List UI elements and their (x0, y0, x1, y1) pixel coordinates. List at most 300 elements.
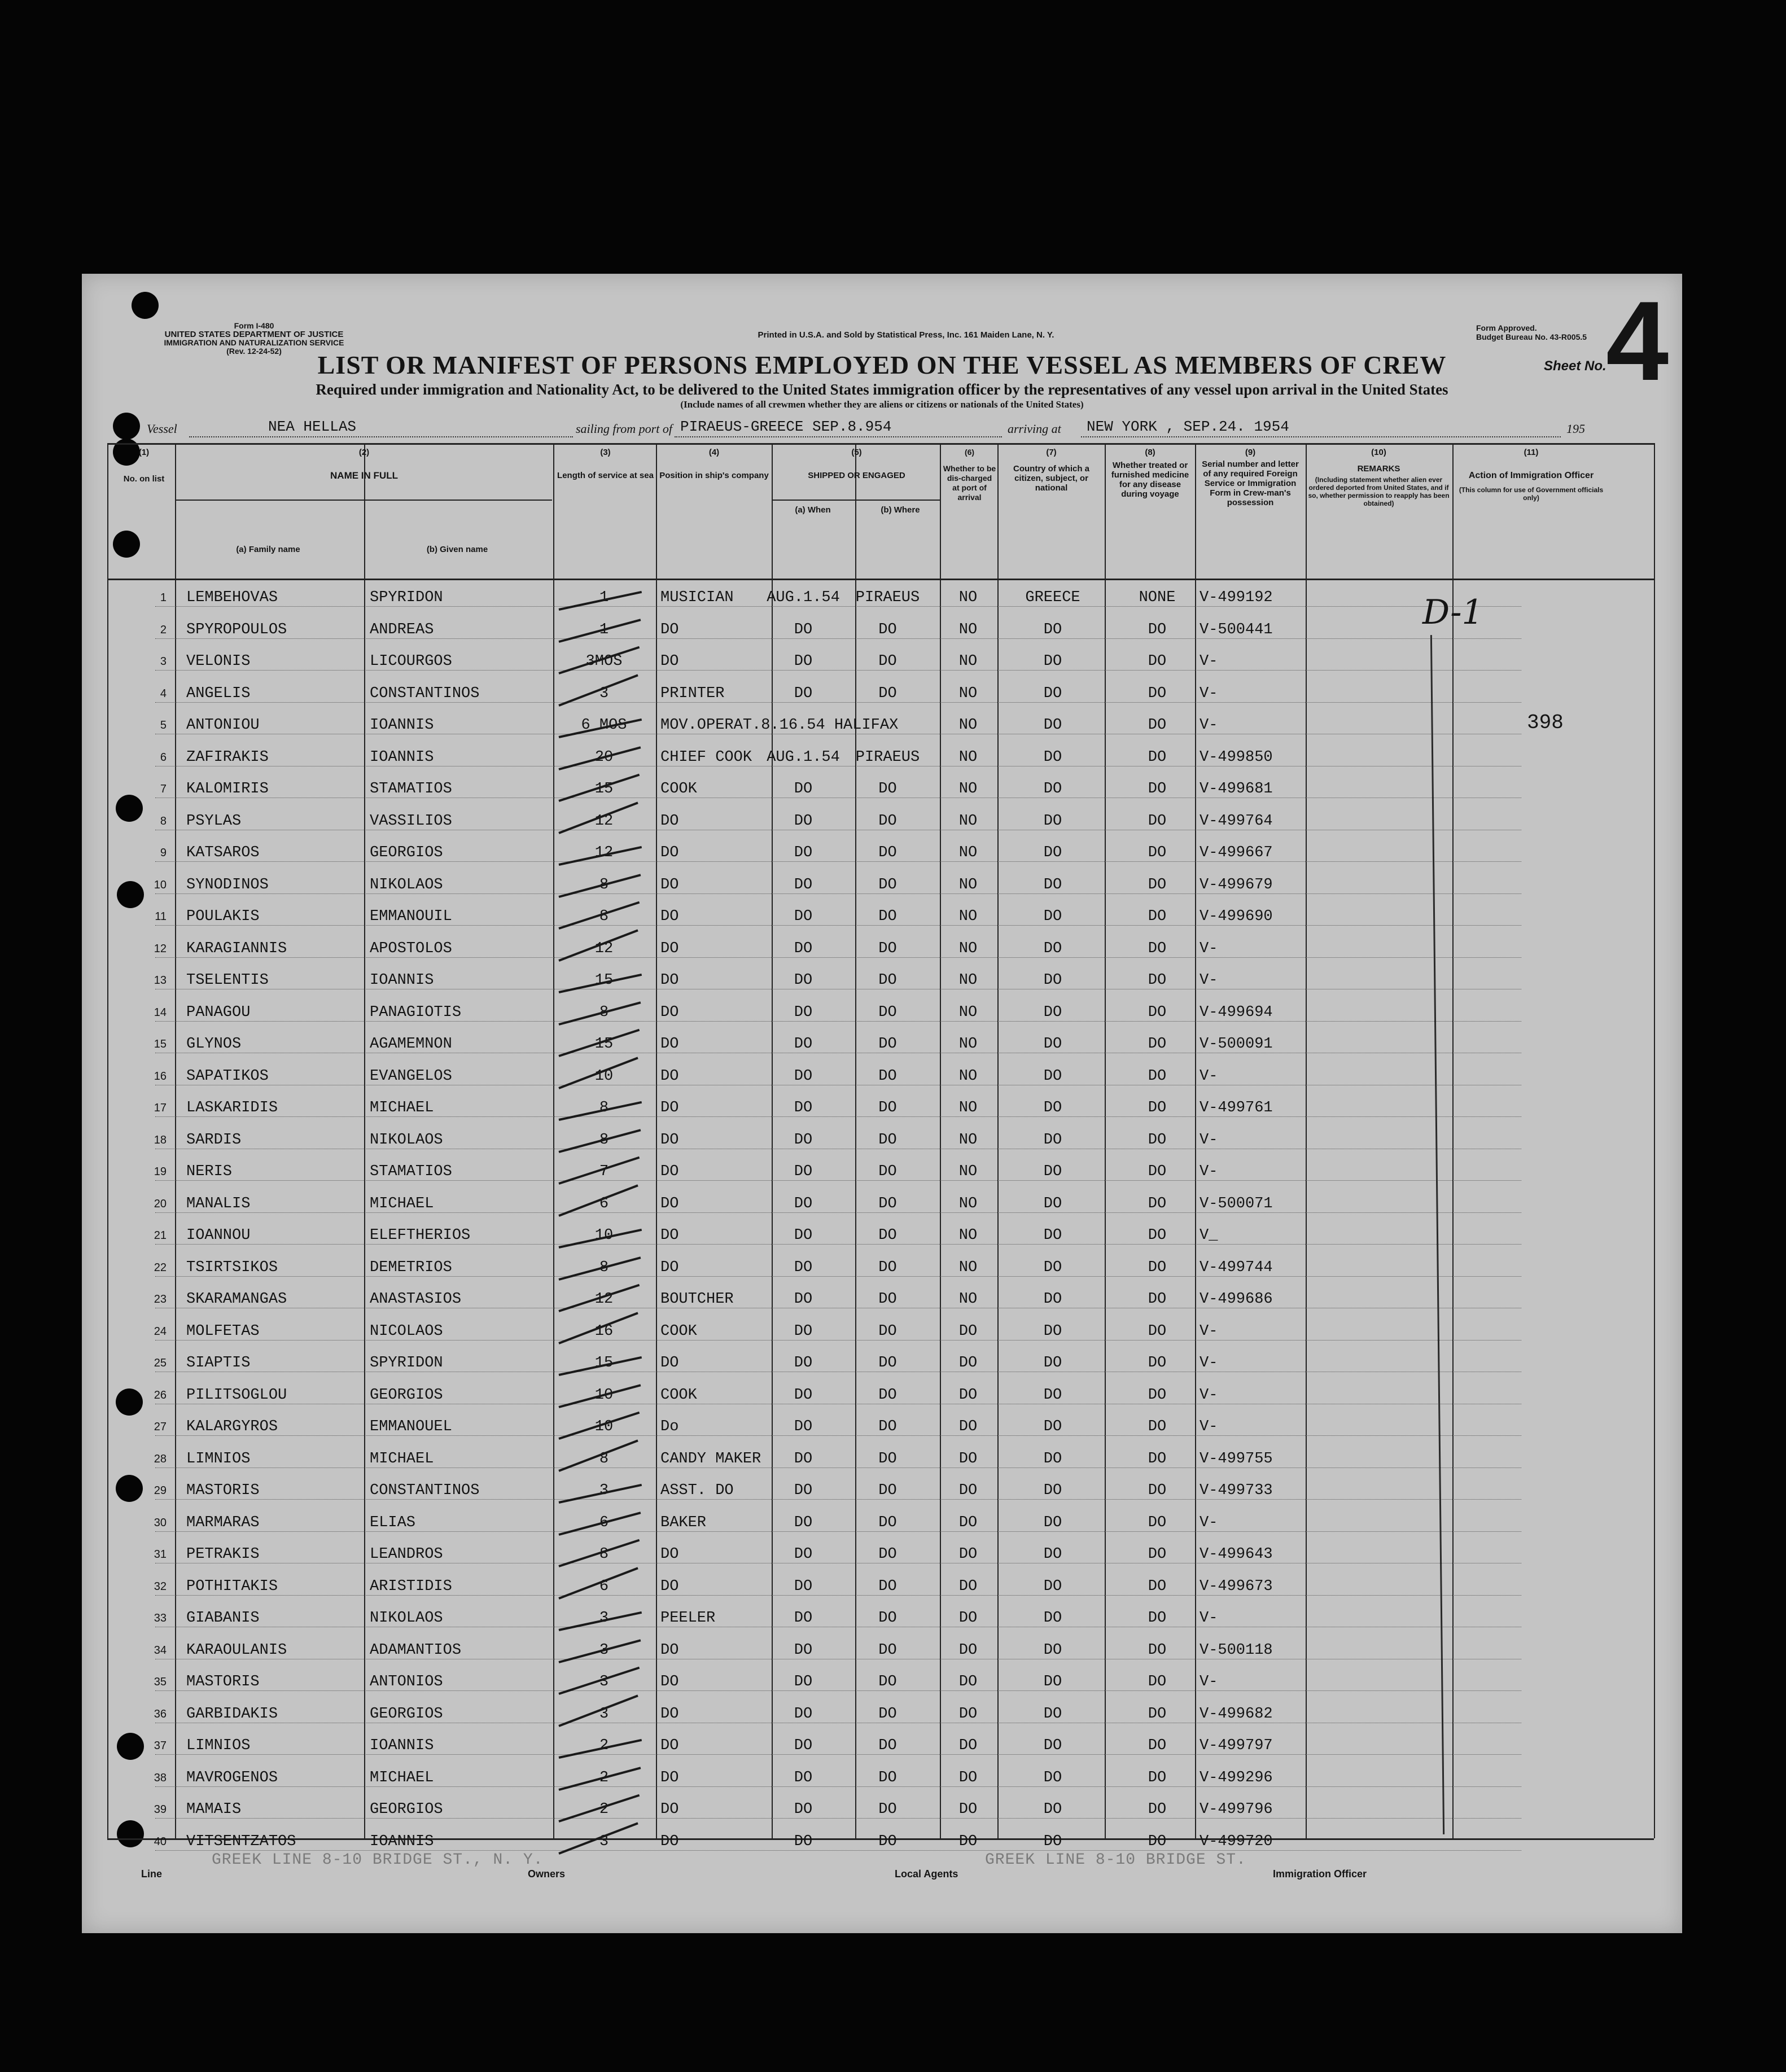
row-number: 16 (154, 1070, 167, 1083)
ship-position: DO (660, 1227, 679, 1244)
shipped-when: DO (794, 781, 813, 798)
shipped-when: DO (794, 1195, 813, 1212)
shipped-where: DO (878, 876, 897, 893)
given-name: GEORGIOS (370, 844, 443, 861)
given-name: STAMATIOS (370, 781, 452, 798)
citizenship: DO (1043, 1801, 1062, 1818)
shipped-where: DO (878, 1674, 897, 1690)
family-name: SAPATIKOS (186, 1067, 269, 1085)
punch-hole (132, 292, 159, 319)
medical-treatment: DO (1148, 812, 1167, 830)
row-number: 11 (155, 910, 167, 923)
row-number: 3 (160, 655, 167, 668)
given-name: APOSTOLOS (370, 940, 452, 957)
shipped-when: DO (794, 1418, 813, 1435)
citizenship: DO (1043, 1705, 1062, 1723)
shipped-where: DO (878, 1067, 897, 1085)
col-6-header (943, 448, 996, 502)
col-4-header (658, 448, 771, 480)
citizenship: DO (1043, 1610, 1062, 1627)
ship-position: DO (660, 908, 679, 925)
ship-position: ASST. DO (660, 1482, 734, 1499)
shipped-when: DO (794, 1227, 813, 1244)
row-rule (155, 1754, 1521, 1755)
handwritten-remark: D-1 (1422, 593, 1483, 632)
shipped-where: DO (878, 1418, 897, 1435)
table-row (82, 1283, 1682, 1312)
family-name: TSIRTSIKOS (186, 1259, 278, 1276)
table-row (82, 1538, 1682, 1567)
serial-number: V- (1200, 1386, 1218, 1404)
shipped-when: AUG.1.54 (767, 589, 840, 606)
medical-treatment: DO (1148, 1482, 1167, 1499)
discharged-flag: DO (958, 1355, 978, 1372)
length-of-service: 10 (594, 1418, 614, 1435)
length-of-service: 15 (594, 781, 614, 798)
length-of-service: 2 (599, 1769, 609, 1786)
discharged-flag: DO (958, 1418, 978, 1435)
serial-number: V-500441 (1200, 621, 1273, 638)
shipped-where: DO (878, 1259, 897, 1276)
punch-hole (113, 531, 140, 558)
discharged-flag: NO (958, 685, 978, 702)
citizenship: DO (1043, 717, 1062, 734)
ship-position: DO (660, 1641, 679, 1659)
length-of-service: 8 (599, 1546, 609, 1563)
form-approval (1476, 323, 1623, 341)
row-rule (155, 957, 1521, 958)
shipped-when: DO (794, 972, 813, 989)
table-row (82, 1570, 1682, 1600)
col-8-number: (8) (1145, 448, 1155, 457)
given-name: STAMATIOS (370, 1163, 452, 1180)
shipped-where: DO (878, 972, 897, 989)
col-7-label: Country of which a citizen, subject, or national (1013, 464, 1089, 493)
medical-treatment: DO (1148, 1259, 1167, 1276)
shipped-where: DO (878, 1195, 897, 1212)
arriving-label: arriving at (1008, 422, 1061, 436)
family-name: LASKARIDIS (186, 1099, 278, 1116)
family-name: GARBIDAKIS (186, 1705, 278, 1723)
row-rule (155, 1435, 1521, 1436)
family-name: MARMARAS (186, 1514, 260, 1531)
table-row (82, 1379, 1682, 1408)
shipped-when: DO (794, 1801, 813, 1818)
row-number: 32 (154, 1580, 167, 1593)
length-of-service: 8 (599, 1099, 609, 1116)
family-name: LIMNIOS (186, 1737, 251, 1754)
row-number: 34 (154, 1644, 167, 1657)
length-of-service: 3 (599, 1482, 609, 1499)
citizenship: DO (1043, 1641, 1062, 1659)
length-of-service: 16 (594, 1322, 614, 1340)
citizenship: DO (1043, 812, 1062, 830)
serial-number: V- (1200, 940, 1218, 957)
given-name: ADAMANTIOS (370, 1641, 462, 1659)
serial-number: V- (1200, 972, 1218, 989)
discharged-flag: NO (958, 940, 978, 957)
length-of-service: 10 (594, 1067, 614, 1085)
length-of-service: 20 (594, 748, 614, 766)
col-10-number: (10) (1371, 448, 1386, 457)
row-number: 12 (154, 942, 167, 955)
ship-position: DO (660, 1195, 679, 1212)
table-row (82, 1155, 1682, 1185)
shipped-when: DO (794, 1514, 813, 1531)
approved-text: Form Approved. (1476, 323, 1537, 332)
col-9-header (1197, 448, 1304, 507)
given-name: SPYRIDON (370, 1355, 443, 1372)
family-name: MAVROGENOS (186, 1769, 278, 1786)
length-of-service: 12 (594, 940, 614, 957)
given-name: MICHAEL (370, 1195, 434, 1212)
family-name: KALARGYROS (186, 1418, 278, 1435)
medical-treatment: DO (1148, 940, 1167, 957)
shipped-when: DO (794, 653, 813, 670)
family-name: SKARAMANGAS (186, 1291, 287, 1308)
row-number: 30 (154, 1516, 167, 1529)
family-name: VITSENTZATOS (186, 1833, 296, 1850)
family-name: GLYNOS (186, 1036, 242, 1053)
given-name: ANTONIOS (370, 1674, 443, 1690)
row-rule (155, 1276, 1521, 1277)
shipped-when: DO (794, 1578, 813, 1595)
form-number: Form I-480 (234, 321, 274, 330)
shipped-when: DO (794, 940, 813, 957)
ship-position: DO (660, 876, 679, 893)
table-row (82, 1028, 1682, 1057)
sheet-number: 4 (1606, 278, 1669, 404)
ship-position: DO (660, 1737, 679, 1754)
medical-treatment: DO (1148, 1674, 1167, 1690)
shipped-when: DO (794, 1386, 813, 1404)
discharged-flag: NO (958, 876, 978, 893)
given-name: IOANNIS (370, 717, 434, 734)
shipped-where: DO (878, 685, 897, 702)
length-of-service: 6 (599, 1578, 609, 1595)
shipped-where: DO (878, 1482, 897, 1499)
serial-number: V- (1200, 1131, 1218, 1149)
table-top-rule (107, 443, 1654, 445)
line-stamp: GREEK LINE 8-10 BRIDGE ST., N. Y. (212, 1851, 544, 1869)
ship-position: DO (660, 1163, 679, 1180)
row-rule (155, 1786, 1521, 1787)
col-9-number: (9) (1245, 448, 1256, 457)
ship-position: PRINTER (660, 685, 725, 702)
shipped-when: DO (794, 1099, 813, 1116)
col-2-number: (2) (358, 448, 370, 457)
serial-number: V-499192 (1200, 589, 1273, 606)
table-row (82, 869, 1682, 898)
row-number: 23 (154, 1293, 167, 1306)
col-5b-header: (b) Where (881, 505, 920, 515)
citizenship: DO (1043, 748, 1062, 766)
shipped-when: DO (794, 1769, 813, 1786)
shipped-when: DO (794, 1674, 813, 1690)
page-title: LIST OR MANIFEST OF PERSONS EMPLOYED ON THE VESSEL AS MEMBERS OF CREW (317, 351, 1447, 379)
medical-treatment: DO (1148, 621, 1167, 638)
family-name: LEMBEHOVAS (186, 589, 278, 606)
ship-position: DO (660, 1801, 679, 1818)
ship-position: DO (660, 1578, 679, 1595)
medical-treatment: DO (1148, 1833, 1167, 1850)
arriving-port: NEW YORK , SEP.24. 1954 (1087, 418, 1289, 435)
given-name: IOANNIS (370, 748, 434, 766)
table-row (82, 932, 1682, 962)
given-name: NIKOLAOS (370, 876, 443, 893)
serial-number: V-499764 (1200, 812, 1273, 830)
length-of-service: 3 (599, 685, 609, 702)
ship-position: MOV.OPERAT.8.16.54 HALIFAX (660, 717, 899, 734)
shipped-where: DO (878, 1036, 897, 1053)
shipped-where: DO (878, 653, 897, 670)
table-row (82, 1251, 1682, 1281)
medical-treatment: DO (1148, 717, 1167, 734)
vessel-name: NEA HELLAS (268, 418, 357, 435)
ship-position: DO (660, 1705, 679, 1723)
citizenship: DO (1043, 1355, 1062, 1372)
given-name: MICHAEL (370, 1450, 434, 1468)
family-name: ANGELIS (186, 685, 251, 702)
ship-position: DO (660, 940, 679, 957)
discharged-flag: DO (958, 1578, 978, 1595)
discharged-flag: DO (958, 1801, 978, 1818)
citizenship: DO (1043, 1674, 1062, 1690)
family-name: PILITSOGLOU (186, 1386, 287, 1404)
medical-treatment: DO (1148, 1386, 1167, 1404)
serial-number: V- (1200, 685, 1218, 702)
serial-number: V-499679 (1200, 876, 1273, 893)
given-name: ELIAS (370, 1514, 416, 1531)
length-of-service: 10 (594, 1227, 614, 1244)
col-10-header (1307, 448, 1451, 507)
length-of-service: 10 (594, 1386, 614, 1404)
given-name: AGAMEMNON (370, 1036, 452, 1053)
shipped-where: DO (878, 1227, 897, 1244)
row-number: 29 (154, 1484, 167, 1497)
serial-number: V-499744 (1200, 1259, 1273, 1276)
given-name: ANASTASIOS (370, 1291, 462, 1308)
shipped-where: DO (878, 1641, 897, 1659)
medical-treatment: DO (1148, 1195, 1167, 1212)
manifest-sheet (82, 274, 1682, 1933)
ship-position: BAKER (660, 1514, 707, 1531)
length-of-service: 3 (599, 1641, 609, 1659)
col-2-header (178, 448, 550, 480)
citizenship: DO (1043, 1514, 1062, 1531)
family-name: MASTORIS (186, 1482, 260, 1499)
shipped-when: DO (794, 1355, 813, 1372)
length-of-service: 7 (599, 1163, 609, 1180)
given-name: EMMANOUEL (370, 1418, 452, 1435)
family-name: SPYROPOULOS (186, 621, 287, 638)
discharged-flag: NO (958, 1227, 978, 1244)
discharged-flag: NO (958, 812, 978, 830)
row-number: 14 (154, 1006, 167, 1019)
discharged-flag: NO (958, 1291, 978, 1308)
row-number: 10 (154, 878, 167, 891)
discharged-flag: NO (958, 844, 978, 861)
serial-number: V- (1200, 1355, 1218, 1372)
medical-treatment: DO (1148, 1227, 1167, 1244)
col-2b-header: (b) Given name (426, 545, 488, 554)
row-number: 20 (154, 1197, 167, 1210)
serial-number: V_ (1200, 1227, 1218, 1244)
serial-number: V- (1200, 1163, 1218, 1180)
row-rule (155, 1021, 1521, 1022)
family-name: KARAOULANIS (186, 1641, 287, 1659)
shipped-where: DO (878, 844, 897, 861)
medical-treatment: DO (1148, 1418, 1167, 1435)
shipped-where: DO (878, 812, 897, 830)
col-5a-header: (a) When (795, 505, 831, 515)
length-of-service: 8 (599, 1131, 609, 1149)
row-number: 37 (154, 1740, 167, 1752)
vessel-label: Vessel (147, 422, 177, 436)
given-name: IOANNIS (370, 1833, 434, 1850)
length-of-service: 8 (599, 876, 609, 893)
shipped-when: DO (794, 685, 813, 702)
serial-number: V- (1200, 717, 1218, 734)
table-row (82, 1506, 1682, 1536)
ship-position: DO (660, 1131, 679, 1149)
family-name: VELONIS (186, 653, 251, 670)
shipped-when: DO (794, 1259, 813, 1276)
medical-treatment: DO (1148, 781, 1167, 798)
family-name: ZAFIRAKIS (186, 748, 269, 766)
shipped-where: PIRAEUS (855, 748, 920, 766)
discharged-flag: DO (958, 1546, 978, 1563)
shipped-where: DO (878, 1546, 897, 1563)
row-number: 5 (160, 719, 167, 731)
citizenship: DO (1043, 685, 1062, 702)
year-suffix: 195 (1566, 422, 1585, 436)
shipped-when: DO (794, 1833, 813, 1850)
discharged-flag: DO (958, 1674, 978, 1690)
medical-treatment: DO (1148, 1546, 1167, 1563)
row-rule (155, 702, 1521, 703)
medical-treatment: DO (1148, 1131, 1167, 1149)
serial-number: V-499797 (1200, 1737, 1273, 1754)
given-name: EMMANOUIL (370, 908, 452, 925)
ship-position: DO (660, 1036, 679, 1053)
serial-number: V- (1200, 1067, 1218, 1085)
discharged-flag: NO (958, 1036, 978, 1053)
row-number: 18 (154, 1133, 167, 1146)
shipped-where: DO (878, 940, 897, 957)
shipped-where: DO (878, 781, 897, 798)
citizenship: DO (1043, 1195, 1062, 1212)
ship-position: DO (660, 1355, 679, 1372)
family-name: IOANNOU (186, 1227, 251, 1244)
shipped-when: DO (794, 1705, 813, 1723)
family-name: MASTORIS (186, 1674, 260, 1690)
citizenship: DO (1043, 1578, 1062, 1595)
citizenship: DO (1043, 653, 1062, 670)
medical-treatment: DO (1148, 653, 1167, 670)
table-row (82, 645, 1682, 674)
given-name: GEORGIOS (370, 1705, 443, 1723)
row-number: 7 (160, 783, 167, 795)
discharged-flag: NO (958, 1067, 978, 1085)
serial-number: V-499667 (1200, 844, 1273, 861)
budget-text: Budget Bureau No. 43-R005.5 (1476, 332, 1587, 341)
discharged-flag: NO (958, 908, 978, 925)
medical-treatment: DO (1148, 1036, 1167, 1053)
serial-number: V-500091 (1200, 1036, 1273, 1053)
ship-position: DO (660, 1099, 679, 1116)
col-1-number: (1) (138, 448, 150, 457)
shipped-where: DO (878, 1004, 897, 1021)
table-row (82, 1188, 1682, 1217)
col-5-number: (5) (851, 448, 862, 457)
row-number: 25 (154, 1357, 167, 1369)
table-row (82, 836, 1682, 866)
ship-position: DO (660, 1067, 679, 1085)
citizenship: DO (1043, 1482, 1062, 1499)
row-rule (155, 1212, 1521, 1213)
shipped-when: DO (794, 876, 813, 893)
citizenship: DO (1043, 1099, 1062, 1116)
col-10-note: (Including statement whether alien ever ordered deported from United States, and if so, whether permission to reapply has been obtained) (1308, 476, 1450, 507)
citizenship: DO (1043, 781, 1062, 798)
col-1-label: No. on list (123, 474, 165, 484)
medical-treatment: DO (1148, 1737, 1167, 1754)
shipped-when: DO (794, 621, 813, 638)
medical-treatment: DO (1148, 876, 1167, 893)
col-5-label: SHIPPED OR ENGAGED (808, 471, 905, 480)
row-number: 35 (154, 1676, 167, 1688)
given-name: ARISTIDIS (370, 1578, 452, 1595)
row-rule (155, 925, 1521, 926)
medical-treatment: DO (1148, 685, 1167, 702)
citizenship: DO (1043, 1769, 1062, 1786)
row-rule (155, 893, 1521, 894)
citizenship: DO (1043, 908, 1062, 925)
length-of-service: 2 (599, 1737, 609, 1754)
discharged-flag: DO (958, 1610, 978, 1627)
shipped-where: DO (878, 908, 897, 925)
discharged-flag: DO (958, 1322, 978, 1340)
local-agents-label: Local Agents (895, 1868, 958, 1880)
col-8-header (1106, 448, 1194, 499)
citizenship: DO (1043, 621, 1062, 638)
serial-number: V- (1200, 1322, 1218, 1340)
row-rule (155, 1690, 1521, 1691)
sheet-label: Sheet No. (1544, 358, 1606, 374)
citizenship: DO (1043, 972, 1062, 989)
given-name: IOANNIS (370, 972, 434, 989)
ship-position: Do (660, 1418, 679, 1435)
shipped-where: DO (878, 1610, 897, 1627)
length-of-service: 2 (599, 1801, 609, 1818)
shipped-when: DO (794, 1291, 813, 1308)
serial-number: V- (1200, 1610, 1218, 1627)
ship-position: DO (660, 621, 679, 638)
given-name: NICOLAOS (370, 1322, 443, 1340)
length-of-service: 3 (599, 1705, 609, 1723)
sailing-label: sailing from port of (576, 422, 672, 436)
serial-number: V- (1200, 1674, 1218, 1690)
discharged-flag: NO (958, 1163, 978, 1180)
ship-position: COOK (660, 1322, 697, 1340)
table-row (82, 1219, 1682, 1249)
length-of-service: 12 (594, 1291, 614, 1308)
table-row (82, 900, 1682, 930)
owners-label: Owners (528, 1868, 566, 1880)
shipped-when: DO (794, 812, 813, 830)
printer-credit: Printed in U.S.A. and Sold by Statistical Press, Inc. 161 Maiden Lane, N. Y. (758, 330, 1054, 340)
